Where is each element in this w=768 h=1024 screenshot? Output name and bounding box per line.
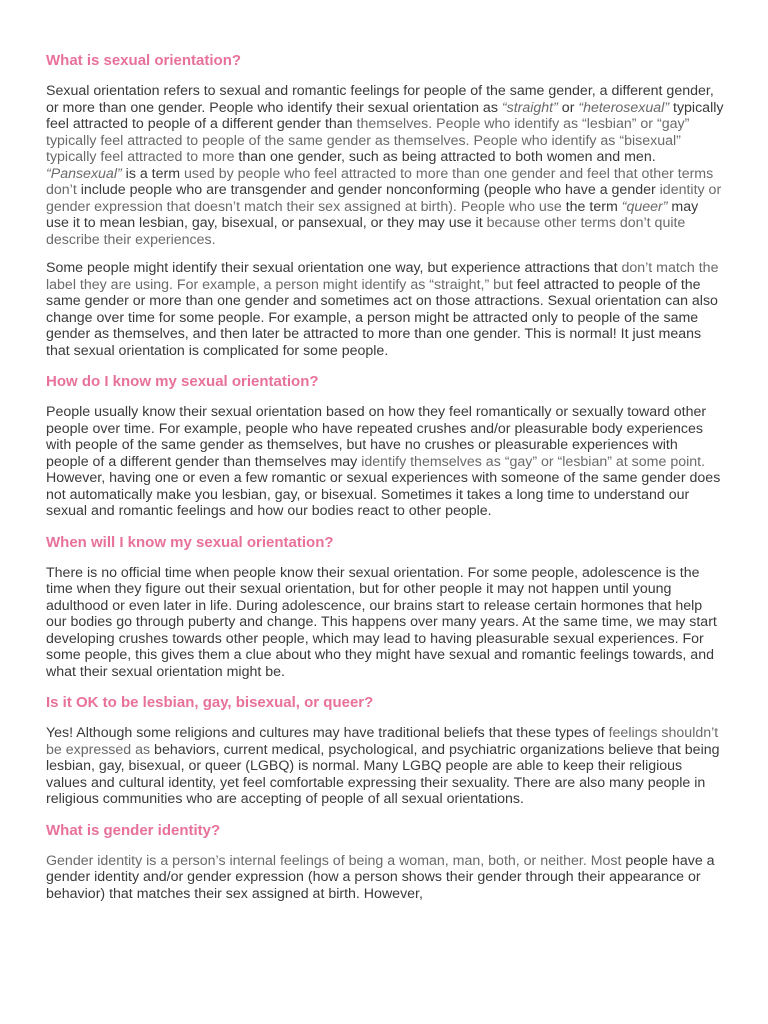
text-run: Sexual orientation refers to sexual and romantic feelings for people of the same gender, a different gender, or more than one gender. People who identify their sexual orientation as <box>46 83 714 116</box>
text-run: feelings shouldn’t be expressed as <box>46 725 719 758</box>
section-is-it-ok <box>46 694 724 808</box>
text-run: the term <box>561 198 622 215</box>
term-queer: “queer” <box>621 198 668 215</box>
heading-how-do-i-know: How do I know my sexual orientation? <box>46 373 319 390</box>
section-sexual-orientation <box>46 52 724 359</box>
heading-is-it-ok: Is it OK to be lesbian, gay, bisexual, or queer? <box>46 694 374 711</box>
text-run: is a term <box>121 165 184 182</box>
text-run: identity or gender expression that doesn’t match their sex assigned at birth). People who use <box>46 182 722 215</box>
section-gender-identity <box>46 822 724 903</box>
text-run: identify themselves as “gay” or “lesbian” at some point. <box>361 453 706 470</box>
paragraph-how-do-i-know <box>46 404 724 520</box>
term-heterosexual: “heterosexual” <box>578 99 670 116</box>
text-run: or <box>557 99 579 116</box>
text-run: typically feel attracted to people of a different gender than <box>46 99 724 132</box>
text-run: include people who are transgender and gender nonconforming (people who have a gender <box>76 182 660 198</box>
section-how-do-i-know <box>46 373 724 520</box>
text-run: themselves. People who identify as “lesbian” or “gay” typically feel attracted to people of the same gender as themselves. People who identify as “bisexual” typically feel attracted to more <box>46 116 690 165</box>
text-run: used by people who feel attracted to more than one gender and feel that other terms don’t <box>46 165 714 198</box>
paragraph-gender-identity <box>46 853 724 903</box>
paragraph-orientation-can-change <box>46 260 724 359</box>
paragraph-when-will-i-know: There is no official time when people know their sexual orientation. For some people, adolescence is the time when they figure out their sexual orientation, but for other people it may not happen until young adulthood or even later in life. During adolescence, our brains start to release certain hormones that help our bodies go through puberty and change. This happens over many years. At the same time, we may start developing crushes towards other people, which may lead to having pleasurable sexual experiences. For some people, this gives them a clue about who they might have sexual and romantic feelings towards, and what their sexual orientation might be. <box>46 564 717 680</box>
text-run: People usually know their sexual orientation based on how they feel romantically or sexually toward other people over time. For example, people who have repeated crushes and/or pleasurable body experiences with people of the same gender as themselves, but have no crushes or pleasurable experiences with people of a different gender than themselves may <box>46 404 707 470</box>
text-run: However, having one or even a few romantic or sexual experiences with someone of the same gender does not automatically make you lesbian, gay, or bisexual. Sometimes it takes a long time to understand our sexual and romantic feelings and how our bodies react to other people. <box>46 470 721 519</box>
text-run: than one gender, such as being attracted to both women and men. <box>234 149 656 165</box>
text-run: feel attracted to people of the same gender or more than one gender and sometimes act on those attractions. Sexual orientation can also change over time for some people. For example, a person might be attracted only to people of the same gender as themselves, and then later be attracted to more than one gender. This is normal! It just means that sexual orientation is complicated for some people. <box>46 276 718 359</box>
section-when-will-i-know <box>46 534 724 681</box>
heading-when-will-i-know: When will I know my sexual orientation? <box>46 533 334 551</box>
heading-what-is-gender-identity: What is gender identity? <box>46 821 221 839</box>
paragraph-sexual-orientation-definition <box>46 83 724 248</box>
text-run: Some people might identify their sexual orientation one way, but experience attractions that <box>46 260 622 276</box>
text-run: don’t match the label they are using. For example, a person might identify as “straight,” but <box>46 260 719 293</box>
paragraph-is-it-ok <box>46 725 724 808</box>
text-run: because other terms don’t quite describe their experiences. <box>46 215 686 248</box>
text-run: Gender identity is a person’s internal feelings of being a woman, man, both, or neither. Most <box>46 852 622 869</box>
text-run: behaviors, current medical, psychological, and psychiatric organizations believe that being lesbian, gay, bisexual, or queer (LGBQ) is normal. Many LGBQ people are able to keep their religious values and cultural identity, yet feel comfortable expressing their sexuality. There are also many people in religious communities who are accepting of people of all sexual orientations. <box>46 741 720 807</box>
term-straight: “straight” <box>501 99 558 116</box>
text-run: people have a gender identity and/or gender expression (how a person shows their gender through their appearance or behavior) that matches their sex assigned at birth. However, <box>46 852 715 902</box>
text-run: may use it to mean lesbian, gay, bisexual, or pansexual, or they may use it <box>46 198 699 231</box>
text-run: Yes! Although some religions and cultures may have traditional beliefs that these types of <box>46 725 609 741</box>
heading-what-is-sexual-orientation: What is sexual orientation? <box>46 52 242 69</box>
term-pansexual: “Pansexual” <box>46 165 122 182</box>
